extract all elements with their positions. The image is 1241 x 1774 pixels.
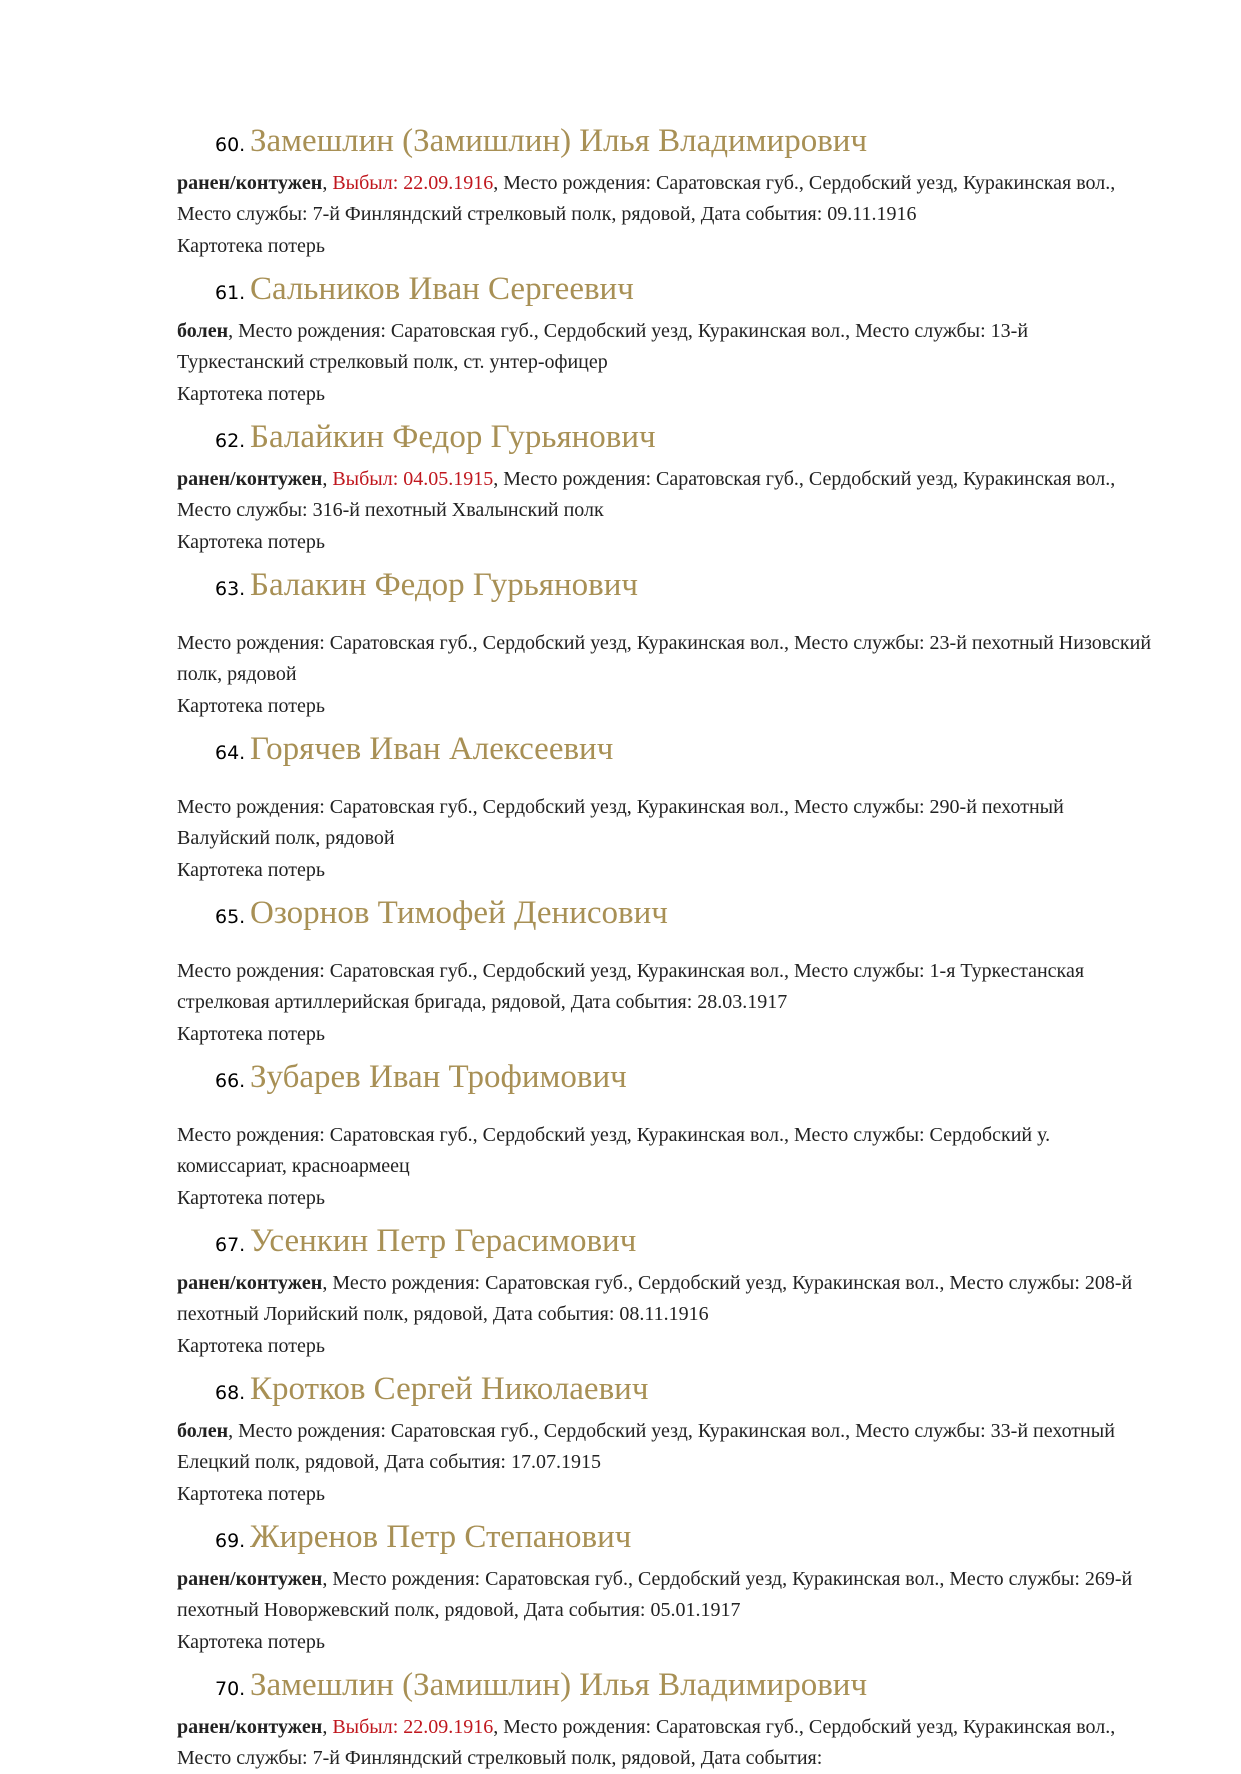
list-entry: [177, 1510, 1157, 1658]
person-name[interactable]: Замешлин (Замишлин) Илья Владимирович: [250, 123, 868, 159]
status-label: ранен/контужен: [177, 1568, 323, 1590]
list-entry: [177, 1050, 1157, 1214]
entry-heading: [215, 722, 1157, 776]
entry-heading: [215, 1510, 1157, 1564]
entry-heading: [215, 1050, 1157, 1104]
entry-number: 65.: [215, 906, 246, 928]
source-link[interactable]: Картотека потерь: [177, 383, 325, 405]
entry-heading: [215, 410, 1157, 464]
entry-number: 70.: [215, 1678, 246, 1700]
entry-details: Место рождения: Саратовская губ., Сердобский уезд, Куракинская вол., Место службы: 23-й пехотный Низовский полк, рядовой: [177, 632, 1152, 685]
details-text: Место рождения: Саратовская губ., Сердобский уезд, Куракинская вол., Место службы: 316-й пехотный Хвалынский полк: [177, 468, 1116, 521]
entry-number: 64.: [215, 742, 246, 764]
details-text: Место рождения: Саратовская губ., Сердобский уезд, Куракинская вол., Место службы: 33-й пехотный Елецкий полк, рядовой, Дата события: 17.07.1915: [177, 1420, 1115, 1473]
entry-details: ранен/контужен, Место рождения: Саратовская губ., Сердобский уезд, Куракинская вол., Место службы: 269-й пехотный Новоржевский полк, рядовой, Дата события: 05.01.1917: [177, 1568, 1133, 1621]
entry-heading: [215, 114, 1157, 168]
person-name[interactable]: Жиренов Петр Степанович: [250, 1519, 632, 1555]
list-entry: [177, 1658, 1157, 1774]
entry-number: 61.: [215, 282, 246, 304]
person-name[interactable]: Озорнов Тимофей Денисович: [250, 895, 668, 931]
status-label: ранен/контужен: [177, 468, 323, 490]
entry-heading: [215, 1658, 1157, 1712]
status-label: ранен/контужен: [177, 1716, 323, 1738]
source-link[interactable]: Картотека потерь: [177, 1335, 325, 1357]
details-text: Место рождения: Саратовская губ., Сердобский уезд, Куракинская вол., Место службы: 13-й Туркестанский стрелковый полк, ст. унтер-офицер: [177, 320, 1029, 373]
entry-number: 63.: [215, 578, 246, 600]
person-name[interactable]: Кротков Сергей Николаевич: [250, 1371, 649, 1407]
list-entry: [177, 1362, 1157, 1510]
entry-details: ранен/контужен, Место рождения: Саратовская губ., Сердобский уезд, Куракинская вол., Место службы: 208-й пехотный Лорийский полк, рядовой, Дата события: 08.11.1916: [177, 1272, 1133, 1325]
source-link[interactable]: Картотека потерь: [177, 531, 325, 553]
details-text: Место рождения: Саратовская губ., Сердобский уезд, Куракинская вол., Место службы: 208-й пехотный Лорийский полк, рядовой, Дата события: 08.11.1916: [177, 1272, 1133, 1325]
entry-heading: [215, 262, 1157, 316]
person-name[interactable]: Замешлин (Замишлин) Илья Владимирович: [250, 1667, 868, 1703]
list-entry: [177, 262, 1157, 410]
list-entry: [177, 558, 1157, 722]
source-link[interactable]: Картотека потерь: [177, 859, 325, 881]
entry-details: ранен/контужен, Выбыл: 04.05.1915, Место рождения: Саратовская губ., Сердобский уезд, Куракинская вол., Место службы: 316-й пехотный Хвалынский полк: [177, 468, 1116, 521]
entry-number: 67.: [215, 1234, 246, 1256]
person-name[interactable]: Горячев Иван Алексеевич: [250, 731, 614, 767]
list-entry: [177, 1214, 1157, 1362]
source-link[interactable]: Картотека потерь: [177, 1483, 325, 1505]
entry-details: ранен/контужен, Выбыл: 22.09.1916, Место рождения: Саратовская губ., Сердобский уезд, Куракинская вол., Место службы: 7-й Финляндский стрелковый полк, рядовой, Дата события:: [177, 1716, 1116, 1769]
list-entry: [177, 722, 1157, 886]
person-name[interactable]: Усенкин Петр Герасимович: [250, 1223, 637, 1259]
list-entry: [177, 114, 1157, 262]
details-text: Место рождения: Саратовская губ., Сердобский уезд, Куракинская вол., Место службы: 7-й Финляндский стрелковый полк, рядовой, Дата события:: [177, 1716, 1116, 1769]
details-text: Место рождения: Саратовская губ., Сердобский уезд, Куракинская вол., Место службы: 269-й пехотный Новоржевский полк, рядовой, Дата события: 05.01.1917: [177, 1568, 1133, 1621]
status-label: ранен/контужен: [177, 172, 323, 194]
person-name[interactable]: Сальников Иван Сергеевич: [250, 271, 634, 307]
entry-heading: [215, 558, 1157, 612]
source-link[interactable]: Картотека потерь: [177, 235, 325, 257]
status-label: болен: [177, 1420, 229, 1442]
person-name[interactable]: Балакин Федор Гурьянович: [250, 567, 638, 603]
entry-details: болен, Место рождения: Саратовская губ., Сердобский уезд, Куракинская вол., Место службы: 13-й Туркестанский стрелковый полк, ст. унтер-офицер: [177, 320, 1029, 373]
entry-number: 60.: [215, 134, 246, 156]
status-label: ранен/контужен: [177, 1272, 323, 1294]
entry-details: Место рождения: Саратовская губ., Сердобский уезд, Куракинская вол., Место службы: 1-я Туркестанская стрелковая артиллерийская бригада, рядовой, Дата события: 28.03.1917: [177, 960, 1085, 1013]
dropped-date: Выбыл: 22.09.1916: [332, 172, 494, 194]
entry-details: Место рождения: Саратовская губ., Сердобский уезд, Куракинская вол., Место службы: Сердобский у. комиссариат, красноармеец: [177, 1124, 1051, 1177]
entry-heading: [215, 1362, 1157, 1416]
person-name[interactable]: Балайкин Федор Гурьянович: [250, 419, 656, 455]
entry-details: болен, Место рождения: Саратовская губ., Сердобский уезд, Куракинская вол., Место службы: 33-й пехотный Елецкий полк, рядовой, Дата события: 17.07.1915: [177, 1420, 1115, 1473]
casualty-list: [177, 114, 1157, 1774]
entry-number: 66.: [215, 1070, 246, 1092]
source-link[interactable]: Картотека потерь: [177, 1187, 325, 1209]
entry-details: Место рождения: Саратовская губ., Сердобский уезд, Куракинская вол., Место службы: 290-й пехотный Валуйский полк, рядовой: [177, 796, 1064, 849]
dropped-date: Выбыл: 04.05.1915: [332, 468, 494, 490]
details-text: Место рождения: Саратовская губ., Сердобский уезд, Куракинская вол., Место службы: 7-й Финляндский стрелковый полк, рядовой, Дата события: 09.11.1916: [177, 172, 1116, 225]
source-link[interactable]: Картотека потерь: [177, 695, 325, 717]
entry-heading: [215, 886, 1157, 940]
entry-number: 68.: [215, 1382, 246, 1404]
person-name[interactable]: Зубарев Иван Трофимович: [250, 1059, 627, 1095]
entry-number: 62.: [215, 430, 246, 452]
entry-heading: [215, 1214, 1157, 1268]
entry-number: 69.: [215, 1530, 246, 1552]
list-entry: [177, 410, 1157, 558]
status-label: болен: [177, 320, 229, 342]
source-link[interactable]: Картотека потерь: [177, 1631, 325, 1653]
dropped-date: Выбыл: 22.09.1916: [332, 1716, 494, 1738]
list-entry: [177, 886, 1157, 1050]
source-link[interactable]: Картотека потерь: [177, 1023, 325, 1045]
entry-details: ранен/контужен, Выбыл: 22.09.1916, Место рождения: Саратовская губ., Сердобский уезд, Куракинская вол., Место службы: 7-й Финляндский стрелковый полк, рядовой, Дата события: 09.11.1916: [177, 172, 1116, 225]
